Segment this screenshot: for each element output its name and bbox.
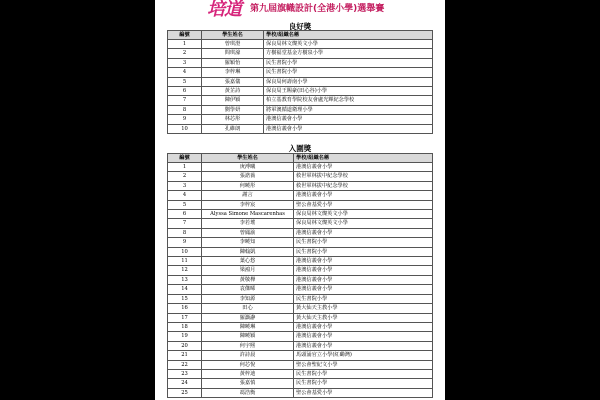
col-header-number: 編號 <box>168 31 202 40</box>
school-name: 方樹福堂基金方樹泉小學 <box>264 49 433 58</box>
school-name: 民生書院小學 <box>294 294 433 303</box>
row-number: 3 <box>168 181 202 190</box>
student-name: 黃梓迪 <box>202 369 294 378</box>
col-header-student-name: 學生姓名 <box>202 154 294 163</box>
table-row <box>168 105 433 114</box>
school-name: 聖公會聖紀文小學 <box>294 360 433 369</box>
table-row <box>168 68 433 77</box>
row-number: 25 <box>168 388 202 397</box>
col-header-number: 編號 <box>168 154 202 163</box>
student-name: 何曉彤 <box>202 181 294 190</box>
row-number: 17 <box>168 313 202 322</box>
row-number: 22 <box>168 360 202 369</box>
table-row <box>168 219 433 228</box>
school-name: 港澳信義會小學 <box>294 257 433 266</box>
student-name: 葉心悠 <box>202 257 294 266</box>
table-row <box>168 341 433 350</box>
table-row <box>168 124 433 133</box>
student-name: 庚溥曦 <box>202 163 294 172</box>
student-name: 陳伊穎 <box>202 96 264 105</box>
competition-title: 第九屆旗幟設計(全港小學)選舉賽 <box>250 4 385 14</box>
document-header <box>155 0 445 20</box>
school-name: 港澳信義會小學 <box>294 266 433 275</box>
table-row <box>168 40 433 49</box>
school-name: 港澳信義會小學 <box>294 322 433 331</box>
table-row <box>168 369 433 378</box>
student-name: 謝言 <box>202 191 294 200</box>
school-name: 民生書院小學 <box>294 379 433 388</box>
row-number: 2 <box>168 49 202 58</box>
student-name: 何宇熙 <box>202 341 294 350</box>
student-name: 張嘉儀 <box>202 77 264 86</box>
row-number: 24 <box>168 379 202 388</box>
school-name: 民生書院小學 <box>294 369 433 378</box>
student-name: 田心 <box>202 304 294 313</box>
table-row <box>168 200 433 209</box>
student-name: 李若瑤 <box>202 219 294 228</box>
school-name: 民生書院小學 <box>264 58 433 67</box>
table-row <box>168 96 433 105</box>
row-number: 10 <box>168 124 202 133</box>
table-row <box>168 247 433 256</box>
table-row <box>168 266 433 275</box>
student-name: 何芯悅 <box>202 360 294 369</box>
table-row <box>168 210 433 219</box>
row-number: 8 <box>168 228 202 237</box>
school-name: 民生書院小學 <box>294 238 433 247</box>
row-number: 4 <box>168 68 202 77</box>
row-number: 11 <box>168 257 202 266</box>
school-name: 港澳信義會小學 <box>294 332 433 341</box>
merit-section-title: 良好獎 <box>288 22 312 31</box>
student-name: 許詩晨 <box>202 351 294 360</box>
student-name: 李曉知 <box>202 238 294 247</box>
student-name: 林芯彤 <box>202 115 264 124</box>
row-number: 5 <box>168 77 202 86</box>
table-row <box>168 77 433 86</box>
table-row <box>168 257 433 266</box>
school-name: 聖公會基愛小學 <box>294 388 433 397</box>
student-name: Alyssa Simone Mascarenhas <box>202 210 294 219</box>
table-row <box>168 322 433 331</box>
student-name: 羅灝瀞 <box>202 313 294 322</box>
table-row <box>168 304 433 313</box>
student-name: 問琪濠 <box>202 49 264 58</box>
row-number: 9 <box>168 115 202 124</box>
col-header-school: 學校/組織名稱 <box>264 31 433 40</box>
student-name: 曾琪澄 <box>202 40 264 49</box>
student-name: 黃芷詩 <box>202 87 264 96</box>
row-number: 3 <box>168 58 202 67</box>
student-name: 孔維朗 <box>202 124 264 133</box>
merit-table-body <box>168 40 433 134</box>
school-name: 柏立基教育學院校友會盧光輝紀念學校 <box>264 96 433 105</box>
table-row <box>168 238 433 247</box>
table-row <box>168 275 433 284</box>
school-name: 民生書院小學 <box>294 247 433 256</box>
table-row <box>168 49 433 58</box>
row-number: 8 <box>168 105 202 114</box>
merit-header-row <box>168 31 433 40</box>
school-name: 將軍澳循道衛理小學 <box>264 105 433 114</box>
school-name: 救世軍林拔中紀念學校 <box>294 181 433 190</box>
school-name: 馬頭涌官立小學(紅磡灣) <box>294 351 433 360</box>
row-number: 6 <box>168 87 202 96</box>
student-name: 劉學妍 <box>202 105 264 114</box>
table-row <box>168 228 433 237</box>
row-number: 5 <box>168 200 202 209</box>
finalist-table <box>167 153 433 398</box>
table-row <box>168 87 433 96</box>
student-name: 張諾蕎 <box>202 172 294 181</box>
row-number: 6 <box>168 210 202 219</box>
student-name: 李知源 <box>202 294 294 303</box>
col-header-student-name: 學生姓名 <box>202 31 264 40</box>
student-name: 陳翰凱 <box>202 247 294 256</box>
student-name: 李梓宸 <box>202 200 294 209</box>
school-name: 救世軍林拔中紀念學校 <box>294 172 433 181</box>
table-row <box>168 313 433 322</box>
row-number: 1 <box>168 40 202 49</box>
finalist-section-title: 入圍獎 <box>288 144 312 153</box>
school-name: 黃大仙天主教小學 <box>294 313 433 322</box>
row-number: 12 <box>168 266 202 275</box>
finalist-table-body <box>168 163 433 398</box>
school-name: 港澳信義會小學 <box>294 191 433 200</box>
school-name: 保良局林文燦英文小學 <box>264 40 433 49</box>
table-row <box>168 388 433 397</box>
row-number: 9 <box>168 238 202 247</box>
student-name: 李梓琳 <box>202 68 264 77</box>
school-name: 保良局何壽南小學 <box>264 77 433 86</box>
student-name: 張嘉慎 <box>202 379 294 388</box>
school-name: 港澳信義會小學 <box>294 285 433 294</box>
col-header-school: 學校/組織名稱 <box>294 154 433 163</box>
school-name: 黃大仙天主教小學 <box>294 304 433 313</box>
row-number: 20 <box>168 341 202 350</box>
finalist-header-row <box>168 154 433 163</box>
school-logo: 培道 <box>207 0 241 20</box>
school-name: 保良局林文燦英文小學 <box>294 210 433 219</box>
row-number: 23 <box>168 369 202 378</box>
table-row <box>168 294 433 303</box>
table-row <box>168 191 433 200</box>
row-number: 16 <box>168 304 202 313</box>
student-name: 曾鳳渝 <box>202 228 294 237</box>
school-name: 民生書院小學 <box>264 68 433 77</box>
row-number: 14 <box>168 285 202 294</box>
row-number: 10 <box>168 247 202 256</box>
school-name: 港澳信義會小學 <box>264 124 433 133</box>
document-page <box>155 0 445 400</box>
table-row <box>168 115 433 124</box>
school-name: 保良局林文燦英文小學 <box>294 219 433 228</box>
table-row <box>168 351 433 360</box>
student-name: 陳曉琳 <box>202 322 294 331</box>
row-number: 7 <box>168 219 202 228</box>
table-row <box>168 379 433 388</box>
student-name: 羅穎怡 <box>202 58 264 67</box>
row-number: 21 <box>168 351 202 360</box>
student-name: 袁傑晞 <box>202 285 294 294</box>
row-number: 18 <box>168 322 202 331</box>
school-name: 港澳信義會小學 <box>294 228 433 237</box>
table-row <box>168 332 433 341</box>
row-number: 4 <box>168 191 202 200</box>
row-number: 1 <box>168 163 202 172</box>
row-number: 2 <box>168 172 202 181</box>
school-name: 港澳信義會小學 <box>264 115 433 124</box>
student-name: 陳曉穎 <box>202 332 294 341</box>
student-name: 黃敬樺 <box>202 275 294 284</box>
row-number: 7 <box>168 96 202 105</box>
table-row <box>168 163 433 172</box>
row-number: 19 <box>168 332 202 341</box>
table-row <box>168 360 433 369</box>
table-row <box>168 181 433 190</box>
merit-table <box>167 30 433 134</box>
school-name: 聖公會基愛小學 <box>294 200 433 209</box>
row-number: 13 <box>168 275 202 284</box>
table-row <box>168 285 433 294</box>
school-name: 保良局王賜豪(田心谷)小學 <box>264 87 433 96</box>
table-row <box>168 58 433 67</box>
school-name: 港澳信義會小學 <box>294 275 433 284</box>
school-name: 港澳信義會小學 <box>294 341 433 350</box>
student-name: 馮浩衡 <box>202 388 294 397</box>
table-row <box>168 172 433 181</box>
row-number: 15 <box>168 294 202 303</box>
school-name: 港澳信義會小學 <box>294 163 433 172</box>
student-name: 梁鴻月 <box>202 266 294 275</box>
